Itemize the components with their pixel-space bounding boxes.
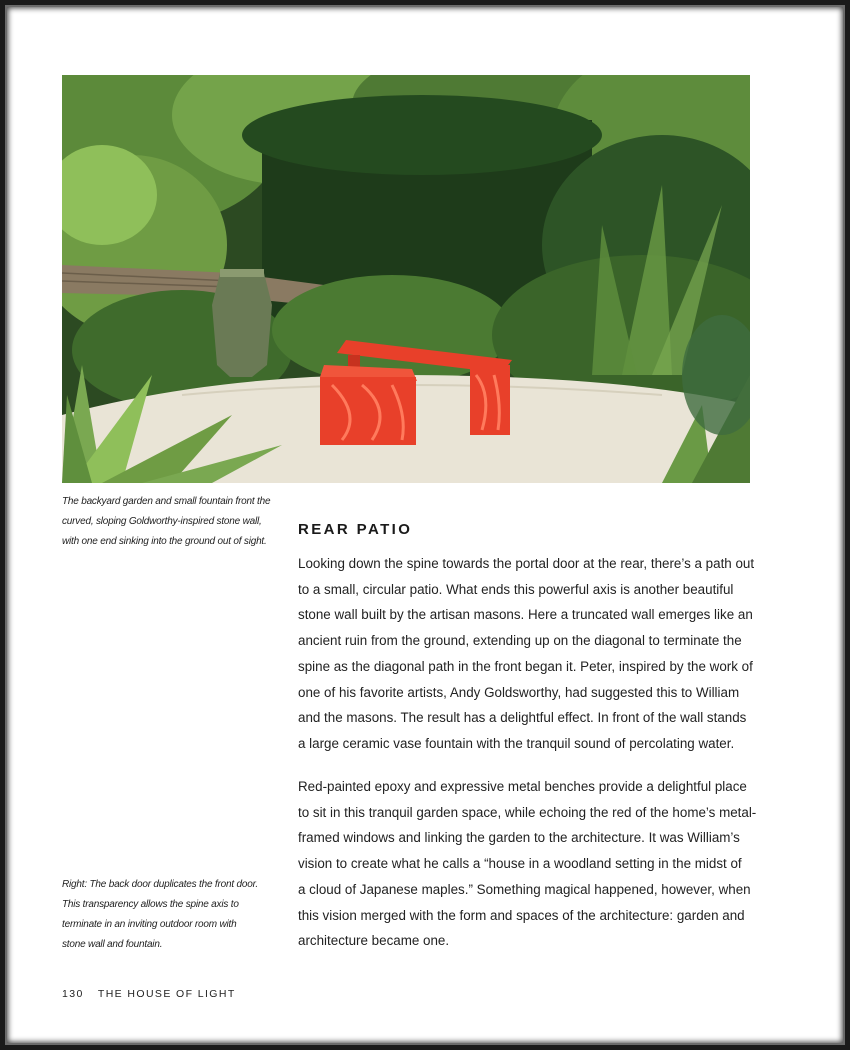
text-line: to sit in this tranquil garden space, while echoing the red of the home’s metal- — [298, 804, 757, 820]
book-title: THE HOUSE OF LIGHT — [97, 988, 236, 1000]
text-line: this vision merged with the form and spaces of the architecture: garden and — [298, 907, 745, 923]
caption-line: stone wall and fountain. — [62, 939, 163, 950]
text-line: Red-painted epoxy and expressive metal benches provide a delightful place — [298, 779, 747, 794]
text-line: Looking down the spine towards the portal door at the rear, there’s a path out — [298, 556, 755, 571]
caption-line: This transparency allows the spine axis to — [62, 899, 239, 910]
text-line: to a small, circular patio. What ends this powerful axis is another beautiful — [298, 581, 734, 597]
body-paragraph — [298, 551, 756, 757]
photo-caption — [62, 492, 282, 552]
caption-line: The backyard garden and small fountain front the — [62, 496, 271, 507]
text-line: and the masons. The result has a delightful effect. In front of the wall stands — [298, 710, 747, 726]
section-heading: REAR PATIO — [298, 521, 413, 538]
page-number: 130 — [62, 988, 84, 1000]
text-line: one of his favorite artists, Andy Goldsworthy, had suggested this to William — [298, 684, 740, 700]
text-line: architecture became one. — [298, 933, 450, 949]
garden-photo — [62, 75, 750, 483]
text-line: spine as the diagonal path in the front began it. Peter, inspired by the work of — [298, 658, 753, 674]
caption-line: with one end sinking into the ground out of sight. — [62, 536, 267, 547]
text-line: a large ceramic vase fountain with the tranquil sound of percolating water. — [298, 735, 735, 751]
caption-line: terminate in an inviting outdoor room with — [62, 919, 237, 930]
caption-line: curved, sloping Goldworthy-inspired stone wall, — [62, 516, 262, 527]
page-footer — [62, 988, 236, 1000]
side-caption — [62, 875, 282, 955]
text-line: stone wall built by the artisan masons. Here a truncated wall emerges like an — [298, 607, 753, 623]
text-line: framed windows and linking the garden to the architecture. It was William’s — [298, 830, 740, 846]
text-line: vision to create what he calls a “house in a woodland setting in the midst of — [298, 856, 742, 872]
caption-line: Right: The back door duplicates the front door. — [62, 879, 258, 890]
text-line: ancient ruin from the ground, extending up on the diagonal to terminate the — [298, 633, 742, 649]
body-paragraph — [298, 774, 756, 954]
text-line: a cloud of Japanese maples.” Something magical happened, however, when — [298, 881, 751, 897]
